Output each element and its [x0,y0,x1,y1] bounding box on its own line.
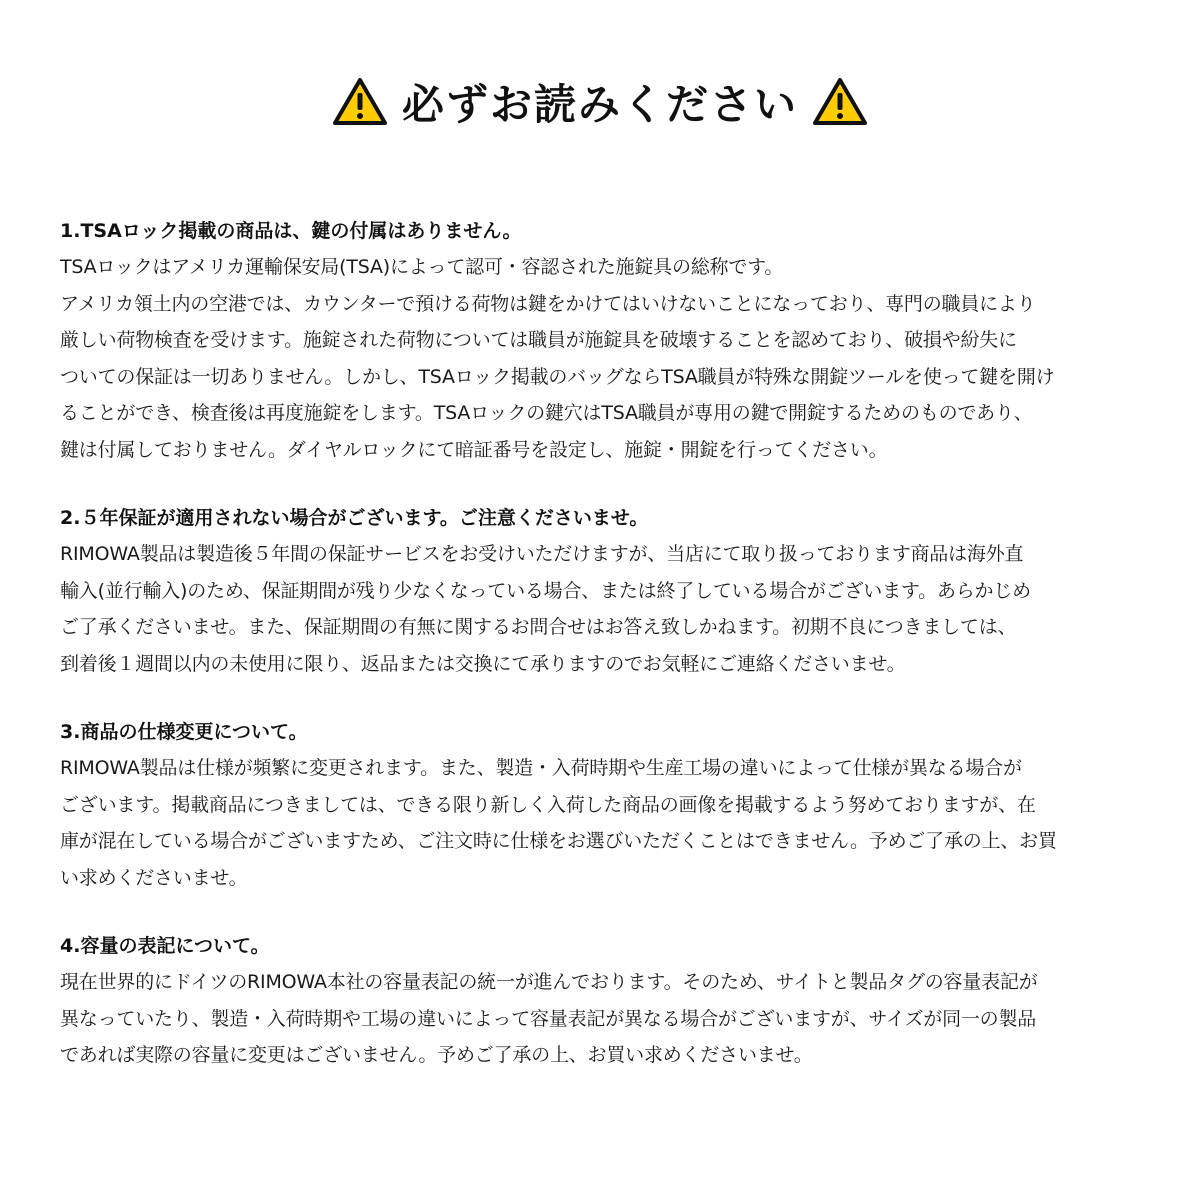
section-warranty [60,500,1150,682]
notice-header [0,70,1200,134]
paragraph-line: RIMOWA製品は仕様が頻繁に変更されます。また、製造・入荷時期や生産工場の違いによって仕様が異なる場合が [60,757,1022,779]
paragraph-line: 現在世界的にドイツのRIMOWA本社の容量表記の統一が進んでおります。そのため、サイトと製品タグの容量表記が [60,971,1038,993]
section-spec-change [60,714,1150,896]
paragraph-line: アメリカ領土内の空港では、カウンターで預ける荷物は鍵をかけてはいけないことになっており、専門の職員により [60,292,1036,315]
paragraph-line: い求めくださいませ。 [60,866,248,889]
warning-icon [332,77,388,127]
paragraph-line: ご了承くださいませ。また、保証期間の有無に関するお問合せはお答え致しかねます。初期不良につきましては、 [60,616,1017,638]
paragraph-line: 厳しい荷物検査を受けます。施錠された荷物については職員が施錠具を破壊することを認めており、破損や紛失に [60,329,1017,351]
paragraph-line: 異なっていたり、製造・入荷時期や工場の違いによって容量表記が異なる場合がございますが、サイズが同一の製品 [60,1007,1037,1030]
section-heading: 4.容量の表記について。 [60,935,270,957]
section-capacity [60,928,1150,1074]
paragraph-line: 庫が混在している場合がございますため、ご注文時に仕様をお選びいただくことはできません。予めご了承の上、お買 [60,830,1057,852]
paragraph-line: ることができ、検査後は再度施錠をします。TSAロックの鍵穴はTSA職員が専用の鍵で開錠するためのものであり、 [60,402,1033,424]
section-tsa-lock [60,213,1150,468]
paragraph-line: ついての保証は一切ありません。しかし、TSAロック掲載のバッグならTSA職員が特殊な開錠ツールを使って鍵を開け [60,365,1055,388]
paragraph-line: 輸入(並行輸入)のため、保証期間が残り少なくなっている場合、または終了している場合がございます。あらかじめ [60,579,1031,602]
page-title: 必ずお読みください [401,80,798,129]
warning-icon [812,77,868,127]
paragraph-line: TSAロックはアメリカ運輸保安局(TSA)によって認可・容認された施錠具の総称です。 [60,256,784,278]
section-heading: 2.５年保証が適用されない場合がございます。ご注意くださいませ。 [60,507,649,529]
notice-content [60,213,1150,1106]
paragraph-line: であれば実際の容量に変更はございません。予めご了承の上、お買い求めくださいませ。 [60,1044,813,1066]
section-heading: 1.TSAロック掲載の商品は、鍵の付属はありません。 [60,220,522,242]
paragraph-line: 鍵は付属しておりません。ダイヤルロックにて暗証番号を設定し、施錠・開錠を行ってください。 [60,438,888,461]
section-heading: 3.商品の仕様変更について。 [60,721,308,743]
paragraph-line: 到着後１週間以内の未使用に限り、返品または交換にて承りますのでお気軽にご連絡くださいませ。 [60,652,906,675]
paragraph-line: ございます。掲載商品につきましては、できる限り新しく入荷した商品の画像を掲載するよう努めておりますが、在 [60,793,1036,816]
paragraph-line: RIMOWA製品は製造後５年間の保証サービスをお受けいただけますが、当店にて取り扱っております商品は海外直 [60,543,1024,565]
